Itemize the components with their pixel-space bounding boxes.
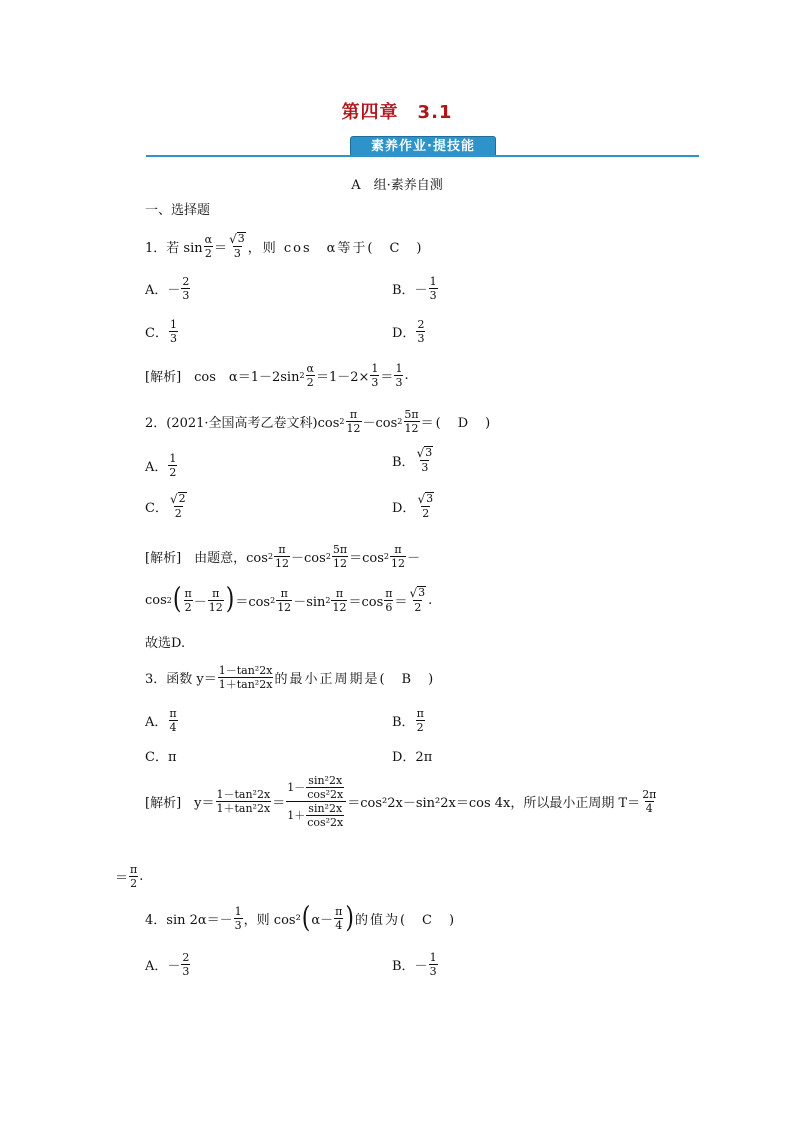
q1-option-b: B．－ $\frac{1}{3}$ [392, 275, 437, 302]
q1-answer: ，则 cos α等于( C ) [247, 240, 424, 256]
section-heading: 一、选择题 [145, 203, 211, 218]
q3-option-c: C．π [145, 750, 177, 765]
q2-answer: ＝( D ) [420, 416, 493, 431]
q1-option-d: D． $\frac{2}{3}$ [392, 318, 425, 345]
q3-answer: 的最小正周期是( B ) [274, 672, 436, 687]
q1-equals: ＝ [214, 240, 228, 256]
header-divider [146, 155, 699, 157]
q4-answer: 的值为( C ) [354, 913, 457, 928]
section-banner: 素养作业·提技能 [350, 136, 496, 157]
q3-option-a: A． $\frac{\pi}{4}$ [145, 707, 177, 734]
page-title: 第四章 3.1 [341, 102, 453, 123]
question-4: 4．sin 2α＝－ $\frac{1}{3}$ ，则 cos² ( α－ $\frac{\pi}{4}$ ) 的值为( C ) [145, 901, 457, 935]
q3-solution-end: ＝ $\frac{\pi}{2}$ . [115, 863, 144, 890]
q1-solution: [解析] cos α＝1－2sin 2 $\frac{\alpha}{2}$ ＝1－2× $\frac{1}{3}$ ＝ $\frac{1}{3}$ . [145, 362, 409, 389]
q2-option-b: B． √ 3 3 [392, 446, 433, 474]
question-1 [145, 232, 424, 260]
q2-solution-line-2: cos 2 ( $\frac{\pi}{2}$ － $\frac{\pi}{12}$ ) ＝cos 2 $\frac{\pi}{12}$ －sin 2 $\frac{\pi}{12}$ ＝cos $\frac{\pi}{6}$ ＝ √ 3 2 . [145, 583, 433, 616]
question-2: 2．(2021·全国高考乙卷文科)cos 2 $\frac{\pi}{12}$ －cos 2 $\frac{5\pi}{12}$ ＝( D ) [145, 408, 493, 435]
q4-option-a: A．－ $\frac{2}{3}$ [145, 951, 190, 978]
q3-solution: [解析] y＝ $\frac{\text{1－tan²2x}}{\text{1＋tan²2x}}$ ＝ 1－ $\frac{\text{sin²2x}}{\text{cos²2x}}$ 1＋ $\frac{\text{sin²2x}}{\text{cos²2x}}$ ＝cos²2x－sin²2x＝cos 4x，所以最小正周期 T＝ $\frac{2\pi}{4}$ [145, 774, 657, 829]
q2-conclusion: 故选D. [145, 636, 186, 651]
q4-option-b: B．－ $\frac{1}{3}$ [392, 951, 437, 978]
q2-option-d: D． √ 3 2 [392, 492, 434, 520]
q2-solution-line-1: [解析] 由题意，cos 2 $\frac{\pi}{12}$ －cos 2 $\frac{5\pi}{12}$ ＝cos 2 $\frac{\pi}{12}$ － [145, 543, 421, 570]
group-heading: A 组·素养自测 [351, 178, 443, 193]
q2-option-c: C． √ 2 2 [145, 492, 186, 520]
q1-sqrt-fraction: √ 3 3 [229, 232, 245, 260]
q2-option-a: A． $\frac{1}{2}$ [145, 452, 177, 479]
q1-fraction: $\frac{\alpha}{2}$ [204, 232, 213, 260]
q1-stem: 1．若 sin [145, 240, 203, 256]
q1-option-c: C． $\frac{1}{3}$ [145, 318, 177, 345]
question-3: 3．函数 y＝ $\frac{\text{1－tan²2x}}{\text{1＋tan²2x}}$ 的最小正周期是( B ) [145, 664, 436, 691]
q3-option-b: B． $\frac{\pi}{2}$ [392, 707, 424, 734]
q3-option-d: D．2π [392, 750, 433, 765]
q1-option-a: A．－ $\frac{2}{3}$ [145, 275, 190, 302]
